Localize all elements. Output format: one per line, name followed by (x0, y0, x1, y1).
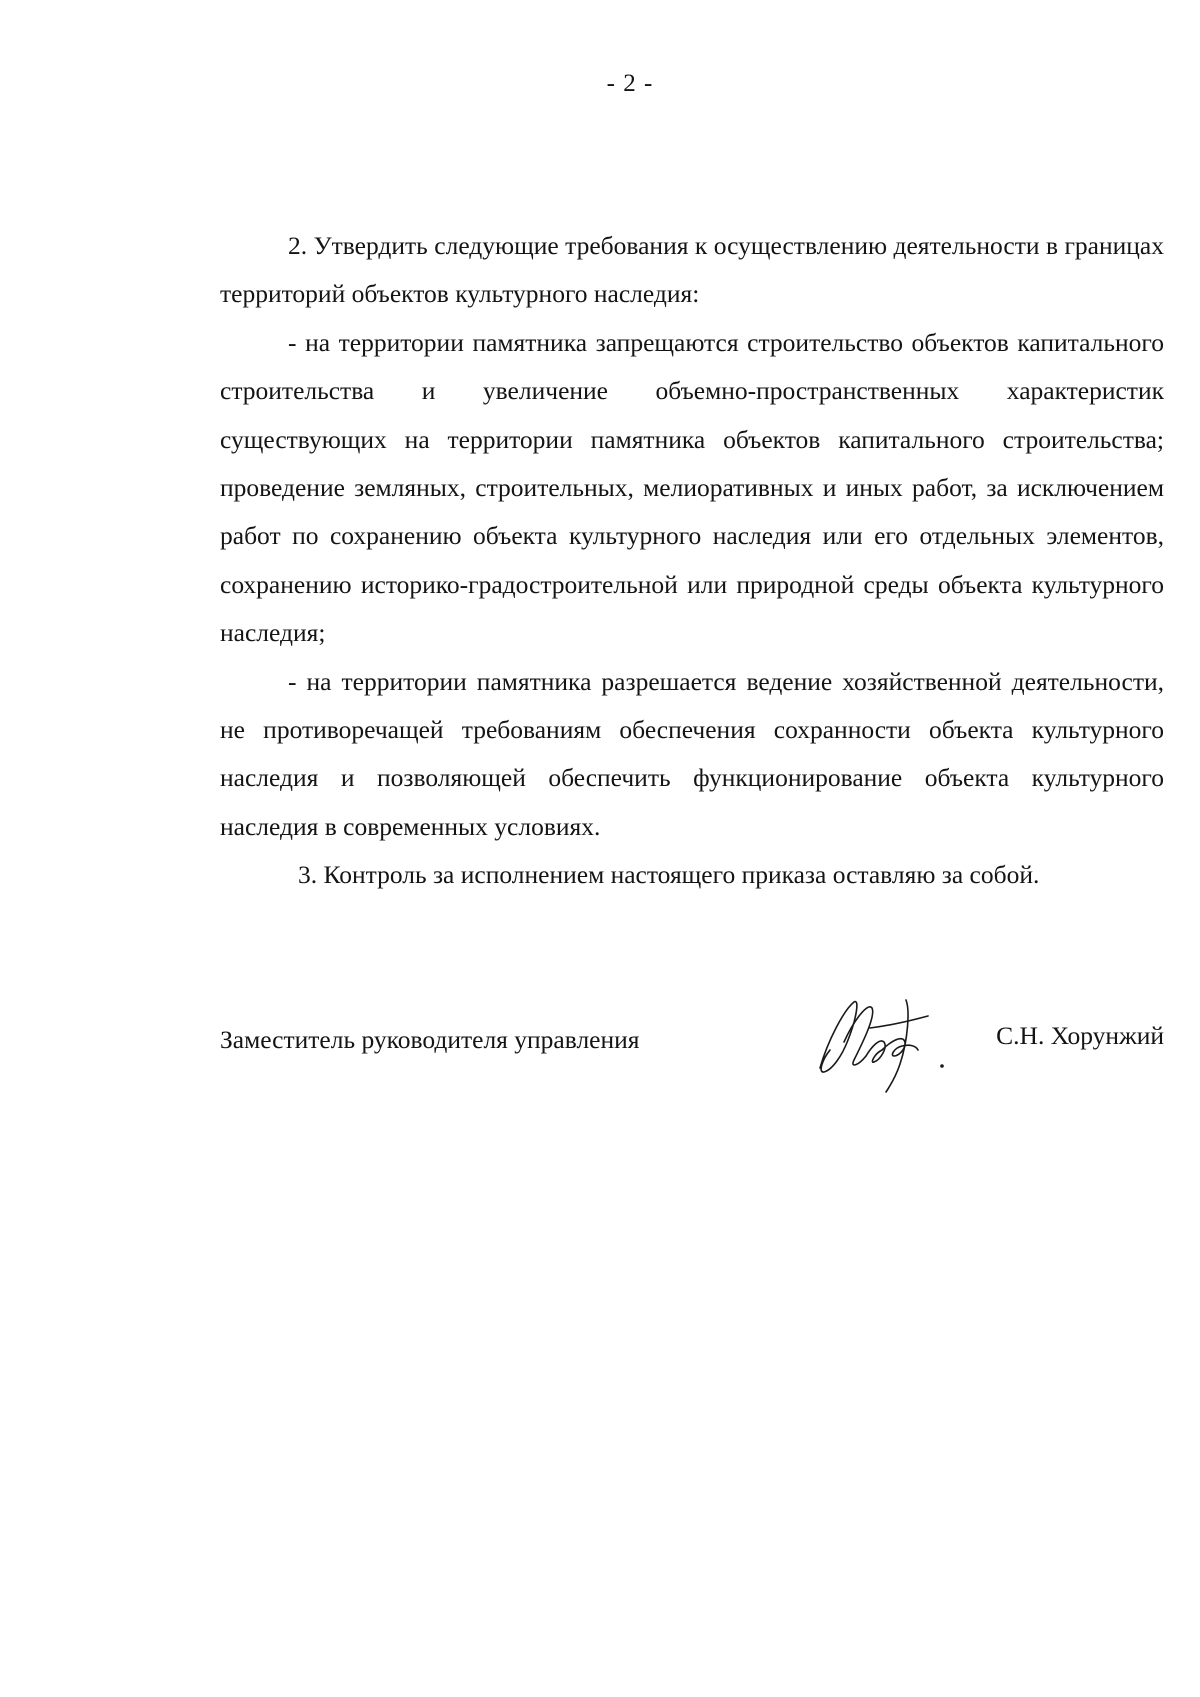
clause-2-prohibitions: - на территории памятника запрещаются строительство объектов капитального строительства и увеличение объемно-пространственных характеристик существующих на территории памятника объектов капитального строительства; проведение земляных, строительных, мелиоративных и иных работ, за исключением работ по сохранению объекта культурного наследия или его отдельных элементов, сохранению историко-градостроительной или природной среды объекта культурного наследия; (220, 327, 1164, 648)
clause-2-permissions: - на территории памятника разрешается ведение хозяйственной деятельности, не противоречащей требованиям обеспечения сохранности объекта культурного наследия и позволяющей обеспечить функционирование объекта культурного наследия в современных условиях. (220, 666, 1164, 841)
handwritten-signature (810, 980, 960, 1100)
clause-3: 3. Контроль за исполнением настоящего приказа оставляю за собой. (298, 860, 1040, 890)
signatory-name: С.Н. Хорунжий (996, 1021, 1164, 1050)
clause-2: 2. Утвердить следующие требования к осуществлению деятельности в границах территорий объектов культурного наследия: (220, 231, 1164, 309)
signature-block (220, 1005, 1164, 1105)
signatory-title: Заместитель руководителя управления (220, 1025, 640, 1054)
document-body (220, 222, 1164, 900)
page-number: - 2 - (606, 70, 654, 97)
